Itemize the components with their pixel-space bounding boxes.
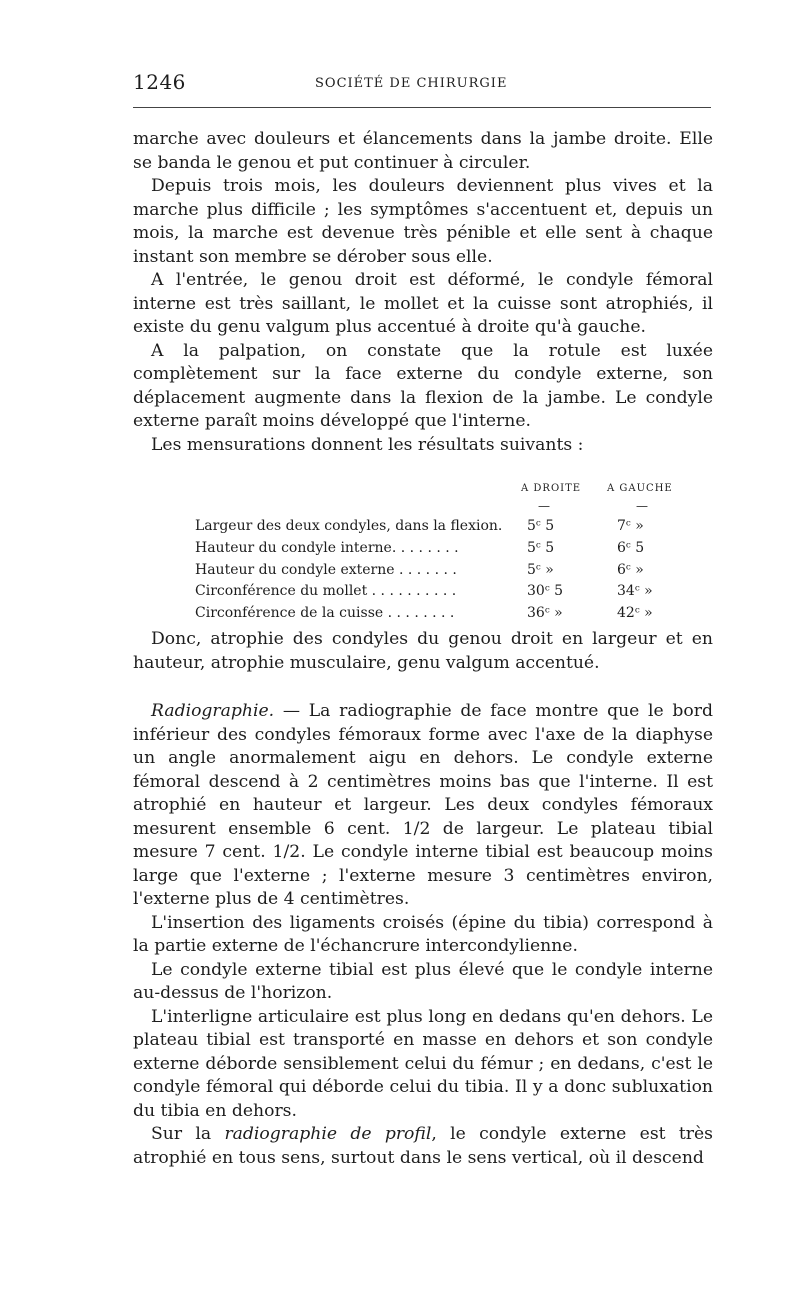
- value-left: 6ᶜ »: [617, 561, 644, 578]
- row-label: Hauteur du condyle externe . . . . . . .: [195, 561, 457, 578]
- profil-italic: radiographie de profil: [224, 1124, 432, 1144]
- value-right: 5ᶜ 5: [527, 539, 555, 556]
- header-rule: [133, 107, 711, 108]
- paragraph-measurements-intro: Les mensurations donnent les résultats suivants :: [151, 434, 584, 455]
- table-row: [195, 538, 685, 560]
- text-block-radiography: [133, 700, 713, 1170]
- paragraph-profil: [133, 1123, 713, 1170]
- paragraph-conclusion: Donc, atrophie des condyles du genou droit en largeur et en hauteur, atrophie musculaire, genu valgum accentué.: [133, 629, 713, 673]
- table-row: [195, 560, 685, 582]
- running-title: SOCIÉTÉ DE CHIRURGIE: [315, 76, 508, 91]
- column-header-left: A GAUCHE: [607, 483, 673, 494]
- paragraph-continuation: marche avec douleurs et élancements dans la jambe droite. Elle se banda le genou et put continuer à circuler.: [133, 129, 713, 173]
- value-right: 36ᶜ »: [527, 605, 563, 622]
- paragraph-ligaments: L'insertion des ligaments croisés (épine du tibia) correspond à la partie externe de l'échancrure intercondylienne.: [133, 912, 713, 956]
- paragraph-condyle-tibial: Le condyle externe tibial est plus élevé que le condyle interne au-dessus de l'horizon.: [133, 959, 713, 1003]
- table-row: [195, 581, 685, 603]
- text-block-conclusion: [133, 628, 713, 675]
- profil-before: Sur la: [151, 1124, 225, 1144]
- measurements-table: [195, 478, 685, 625]
- row-label: Hauteur du condyle interne. . . . . . . .: [195, 539, 459, 556]
- paragraph-admission: A l'entrée, le genou droit est déformé, le condyle fémoral interne est très saillant, le mollet et la cuisse sont atrophiés, il existe du genu valgum plus accentué à droite qu'à gauche.: [133, 270, 713, 337]
- table-row: [195, 603, 685, 625]
- radiographie-text: — La radiographie de face montre que le bord inférieur des condyles fémoraux forme avec l'axe de la diaphyse un angle anormalement aigu en dehors. Le condyle externe fémoral descend à 2 centimètres moins bas que l'interne. Il est atrophié en hauteur et largeur. Les deux condyles fémoraux mesurent ensemble 6 cent. 1/2 de largeur. Le plateau tibial mesure 7 cent. 1/2. Le condyle interne tibial est beaucoup moins large que l'externe ; l'externe mesure 3 centimètres environ, l'externe plus de 4 centimètres.: [133, 701, 713, 909]
- value-left: 34ᶜ »: [617, 583, 653, 600]
- column-header-right: A DROITE: [521, 483, 582, 494]
- text-block-top: [133, 128, 713, 457]
- column-dash-left: —: [636, 499, 648, 513]
- paragraph-palpation: A la palpation, on constate que la rotule est luxée complètement sur la face externe du condyle externe, son déplacement augmente dans la flexion de la jambe. Le condyle externe paraît moins développé que l'interne.: [133, 340, 713, 431]
- paragraph-radiographie: [133, 700, 713, 912]
- value-right: 5ᶜ »: [527, 561, 554, 578]
- value-right: 30ᶜ 5: [527, 583, 564, 600]
- radiographie-label: Radiographie.: [151, 701, 275, 721]
- row-label: Circonférence de la cuisse . . . . . . . .: [195, 605, 455, 622]
- profil-after: , le condyle externe est très atrophié en tous sens, surtout dans le sens vertical, où il descend: [133, 1124, 713, 1168]
- row-label: Largeur des deux condyles, dans la flexion.: [195, 518, 503, 534]
- page-number: 1246: [133, 70, 186, 94]
- table-header: [195, 478, 685, 516]
- row-label: Circonférence du mollet . . . . . . . . . .: [195, 583, 457, 600]
- column-dash-right: —: [538, 499, 550, 513]
- value-left: 7ᶜ »: [617, 518, 644, 534]
- value-left: 6ᶜ 5: [617, 539, 645, 556]
- table-row: [195, 516, 685, 538]
- page-header: [133, 70, 711, 100]
- value-right: 5ᶜ 5: [527, 518, 555, 534]
- value-left: 42ᶜ »: [617, 605, 653, 622]
- paragraph-symptoms: Depuis trois mois, les douleurs deviennent plus vives et la marche plus difficile ; les symptômes s'accentuent et, depuis un mois, la marche est devenue très pénible et elle sent à chaque instant son membre se dérober sous elle.: [133, 176, 713, 267]
- paragraph-interligne: L'interligne articulaire est plus long en dedans qu'en dehors. Le plateau tibial est transporté en masse en dehors et son condyle externe déborde sensiblement celui du fémur ; en dedans, c'est le condyle fémoral qui déborde celui du tibia. Il y a donc subluxation du tibia en dehors.: [133, 1006, 713, 1121]
